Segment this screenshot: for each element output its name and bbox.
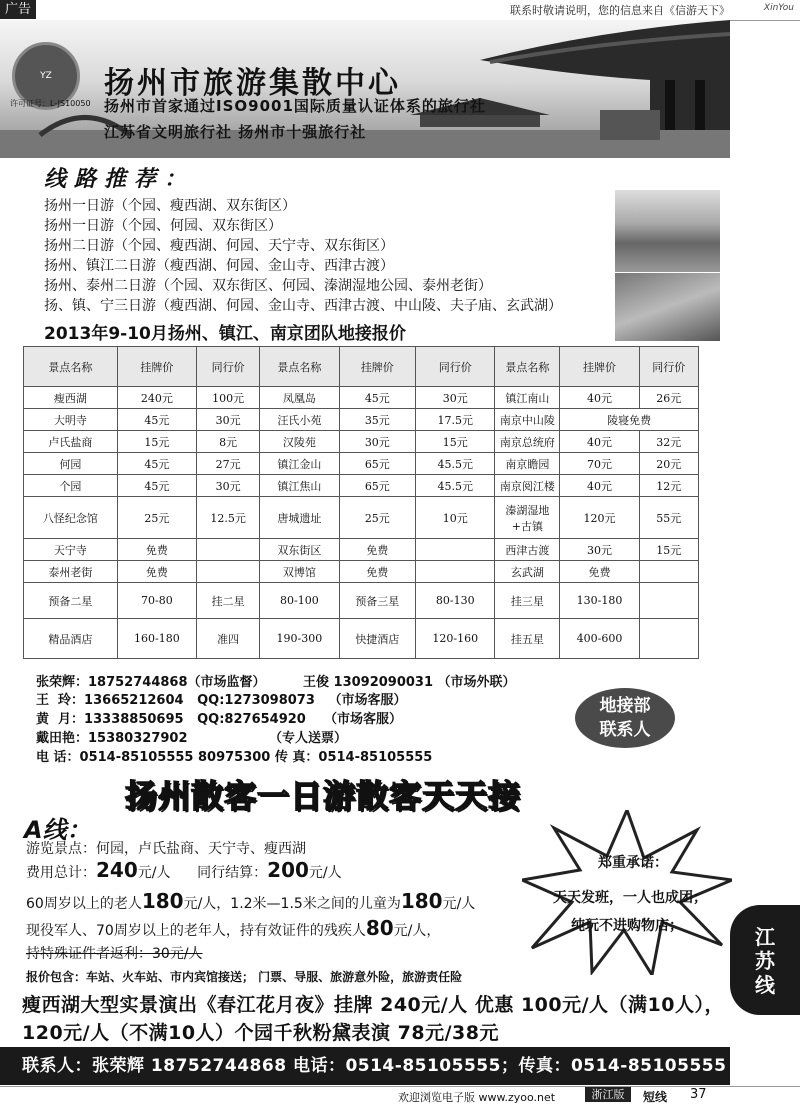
route-item: 扬州一日游（个园、何园、双东街区）: [44, 218, 282, 234]
elder-rest: 元/人，1.2米—1.5米之间的儿童为: [183, 896, 401, 912]
table-cell: 26元: [639, 387, 698, 409]
route-item: 扬州一日游（个园、瘦西湖、双东街区）: [44, 198, 296, 214]
aline-elder: [26, 889, 475, 913]
table-cell: [197, 561, 260, 583]
badge-line: 地接部: [599, 696, 651, 716]
aline-spots: 游览景点：何园，卢氏盐商、天宁寺、瘦西湖: [26, 841, 306, 857]
header-cell: 景点名称: [24, 347, 118, 387]
route-item: 扬州、泰州二日游（个园、双东街区、何园、溱湖湿地公园、泰州老街）: [44, 278, 492, 294]
table-cell: 35元: [339, 409, 416, 431]
table-cell: 160-180: [117, 619, 196, 659]
website-link[interactable]: 欢迎浏览电子版 www.zyoo.net: [398, 1091, 556, 1104]
table-cell: 个园: [24, 475, 118, 497]
table-cell: [639, 561, 698, 583]
contact-line: 王俊 13092090031 （市场外联）: [303, 675, 516, 690]
table-cell: 70-80: [117, 583, 196, 619]
route-item: 扬、镇、宁三日游（瘦西湖、何园、金山寺、西津古渡、中山陵、夫子庙、玄武湖）: [44, 298, 562, 314]
table-row: [24, 539, 699, 561]
table-cell: 45元: [339, 387, 416, 409]
table-row: [24, 387, 699, 409]
header-cell: 同行价: [197, 347, 260, 387]
table-row: [24, 583, 699, 619]
contact-line: 戴田艳：15380327902 （专人送票）: [36, 731, 347, 746]
publication-logo: XinYou: [763, 3, 794, 13]
table-cell: 80-130: [416, 583, 495, 619]
table-cell: 40元: [560, 475, 639, 497]
region-char: 线: [755, 973, 775, 997]
table-cell: 15元: [639, 539, 698, 561]
elder-price: 180: [141, 889, 184, 913]
table-cell: 30元: [339, 431, 416, 453]
fee-value: 240: [96, 858, 138, 882]
table-cell: 快捷酒店: [339, 619, 416, 659]
table-cell: 泰州老街: [24, 561, 118, 583]
mountain-photo: [615, 273, 720, 341]
peer-value: 200: [267, 858, 309, 882]
table-cell: 预备三星: [339, 583, 416, 619]
table-cell: 190-300: [260, 619, 339, 659]
table-cell: 8元: [197, 431, 260, 453]
table-cell: 八怪纪念馆: [24, 497, 118, 539]
routes-heading: 线路推荐：: [44, 167, 195, 192]
table-cell: 西津古渡: [495, 539, 560, 561]
table-cell: 10元: [416, 497, 495, 539]
table-cell: 免费: [117, 561, 196, 583]
table-cell: 400-600: [560, 619, 639, 659]
header-cell: 挂牌价: [117, 347, 196, 387]
table-cell: 55元: [639, 497, 698, 539]
license-number: 许可证号：L-JS10050: [10, 99, 91, 108]
table-cell: 32元: [639, 431, 698, 453]
fee-label: 费用总计：: [26, 865, 96, 881]
table-cell: 45元: [117, 453, 196, 475]
table-cell: 汉陵苑: [260, 431, 339, 453]
agency-banner: [0, 20, 730, 158]
agency-seal-logo: YZ: [12, 42, 80, 110]
table-row: [24, 561, 699, 583]
table-cell: 挂五星: [495, 619, 560, 659]
table-cell: [639, 583, 698, 619]
table-cell: 25元: [117, 497, 196, 539]
price-title: 2013年9-10月扬州、镇江、南京团队地接报价: [44, 324, 406, 344]
table-cell: 何园: [24, 453, 118, 475]
table-cell: 准四: [197, 619, 260, 659]
table-cell: 陵寝免费: [560, 409, 699, 431]
table-cell: 南京瞻园: [495, 453, 560, 475]
table-cell: 120-160: [416, 619, 495, 659]
table-cell: 65元: [339, 453, 416, 475]
table-cell: 80-100: [260, 583, 339, 619]
region-char: 苏: [755, 949, 775, 973]
table-cell: 30元: [197, 475, 260, 497]
table-cell: 瘦西湖: [24, 387, 118, 409]
table-cell: 精品酒店: [24, 619, 118, 659]
table-row: [24, 453, 699, 475]
table-cell: 溱湖湿地+古镇: [495, 497, 560, 539]
table-cell: 15元: [117, 431, 196, 453]
table-row: [24, 409, 699, 431]
table-cell: 挂三星: [495, 583, 560, 619]
banner-title: 扬州市旅游集散中心: [104, 66, 401, 101]
table-cell: 40元: [560, 431, 639, 453]
table-cell: 大明寺: [24, 409, 118, 431]
peer-label: 同行结算：: [197, 865, 268, 881]
route-item: 扬州、镇江二日游（瘦西湖、何园、金山寺、西津古渡）: [44, 258, 394, 274]
table-cell: 45元: [117, 409, 196, 431]
promise-line: 天天发班，一人也成团；: [553, 890, 707, 906]
price-table: [23, 346, 699, 659]
table-cell: [416, 539, 495, 561]
child-unit: 元/人: [442, 896, 476, 912]
aline-fees: [26, 858, 342, 882]
soldier-text: 现役军人、70周岁以上的老年人，持有效证件的残疾人: [26, 923, 366, 939]
route-item: 扬州二日游（个园、瘦西湖、何园、天宁寺、双东街区）: [44, 238, 394, 254]
table-row: [24, 497, 699, 539]
table-cell: 汪氏小苑: [260, 409, 339, 431]
table-cell: 天宁寺: [24, 539, 118, 561]
source-note: 联系时敬请说明，您的信息来自《信游天下》: [510, 4, 730, 17]
table-cell: 挂二星: [197, 583, 260, 619]
table-cell: 双博馆: [260, 561, 339, 583]
table-cell: 免费: [117, 539, 196, 561]
table-cell: 12.5元: [197, 497, 260, 539]
header-cell: 挂牌价: [339, 347, 416, 387]
table-cell: [416, 561, 495, 583]
department-badge: [575, 688, 675, 748]
table-cell: 65元: [339, 475, 416, 497]
region-tab: [730, 905, 800, 1015]
aline-soldier: [26, 916, 440, 940]
table-cell: 免费: [339, 561, 416, 583]
table-cell: 70元: [560, 453, 639, 475]
slogan: 扬州散客一日游散客天天接: [125, 777, 522, 815]
table-cell: 玄武湖: [495, 561, 560, 583]
table-cell: 南京中山陵: [495, 409, 560, 431]
table-row: [24, 619, 699, 659]
table-cell: 双东街区: [260, 539, 339, 561]
child-price: 180: [400, 889, 443, 913]
table-cell: 40元: [560, 387, 639, 409]
table-cell: 凤凰岛: [260, 387, 339, 409]
header-cell: 景点名称: [260, 347, 339, 387]
page-number: 37: [690, 1087, 707, 1102]
table-cell: 100元: [197, 387, 260, 409]
table-cell: 120元: [560, 497, 639, 539]
table-cell: 25元: [339, 497, 416, 539]
table-cell: 45.5元: [416, 475, 495, 497]
banner-honors: 江苏省文明旅行社 扬州市十强旅行社: [104, 123, 367, 141]
ad-tag: 广告: [0, 0, 36, 19]
header-cell: 同行价: [416, 347, 495, 387]
table-cell: 130-180: [560, 583, 639, 619]
table-row: [24, 475, 699, 497]
table-cell: 45.5元: [416, 453, 495, 475]
contact-line: 黄 月：13338850695 QQ:827654920 （市场客服）: [36, 712, 402, 727]
table-cell: 镇江金山: [260, 453, 339, 475]
table-header-row: [24, 347, 699, 387]
peer-unit: 元/人: [308, 865, 342, 881]
table-cell: 27元: [197, 453, 260, 475]
edition-badge: 浙江版: [585, 1087, 631, 1102]
table-cell: 12元: [639, 475, 698, 497]
table-cell: 15元: [416, 431, 495, 453]
promise-line: 纯玩不进购物店；: [571, 918, 683, 934]
contact-line: 王 玲：13665212604 QQ:1273098073 （市场客服）: [36, 693, 407, 708]
header-cell: 同行价: [639, 347, 698, 387]
table-cell: 240元: [117, 387, 196, 409]
table-cell: 免费: [560, 561, 639, 583]
section-label: 短线: [643, 1090, 668, 1104]
table-cell: [639, 619, 698, 659]
table-cell: 免费: [339, 539, 416, 561]
show-offer: 120元/人（不满10人）个园千秋粉黛表演 78元/38元: [22, 1022, 499, 1044]
aline-includes: 报价包含：车站、火车站、市内宾馆接送； 门票、导服、旅游意外险，旅游责任险: [26, 970, 463, 984]
table-cell: 南京阅江楼: [495, 475, 560, 497]
aline-discount: 持特殊证件者返利：30元/人: [26, 946, 203, 962]
table-cell: 45元: [117, 475, 196, 497]
contact-line: 电 话：0514-85105555 80975300 传 真：0514-85105555: [36, 750, 433, 765]
table-cell: 30元: [416, 387, 495, 409]
region-char: 江: [755, 925, 775, 949]
header-cell: 挂牌价: [560, 347, 639, 387]
table-row: [24, 431, 699, 453]
table-cell: 30元: [560, 539, 639, 561]
badge-line: 联系人: [599, 720, 651, 740]
soldier-unit: 元/人，: [393, 923, 441, 939]
contact-line: 张荣辉：18752744868（市场监督）: [36, 675, 266, 690]
aline-label: A线：: [24, 816, 91, 844]
promise-title: 郑重承诺：: [598, 855, 668, 871]
table-cell: 20元: [639, 453, 698, 475]
table-cell: 卢氏盐商: [24, 431, 118, 453]
table-cell: 17.5元: [416, 409, 495, 431]
lake-photo: [615, 190, 720, 272]
elder-text: 60周岁以上的老人: [26, 896, 142, 912]
table-cell: 预备二星: [24, 583, 118, 619]
header-cell: 景点名称: [495, 347, 560, 387]
table-cell: 唐城遗址: [260, 497, 339, 539]
table-cell: 镇江南山: [495, 387, 560, 409]
show-offer: 瘦西湖大型实景演出《春江花月夜》挂牌 240元/人 优惠 100元/人（满10人），: [22, 994, 724, 1016]
table-cell: 镇江焦山: [260, 475, 339, 497]
table-cell: 30元: [197, 409, 260, 431]
soldier-price: 80: [365, 916, 394, 940]
table-cell: 南京总统府: [495, 431, 560, 453]
fee-unit: 元/人: [137, 865, 171, 881]
table-cell: [197, 539, 260, 561]
contact-footer: 联系人：张荣辉 18752744868 电话：0514-85105555；传真：0514-85105555: [0, 1047, 730, 1085]
banner-certification: 扬州市首家通过ISO9001国际质量认证体系的旅行社: [104, 97, 486, 115]
